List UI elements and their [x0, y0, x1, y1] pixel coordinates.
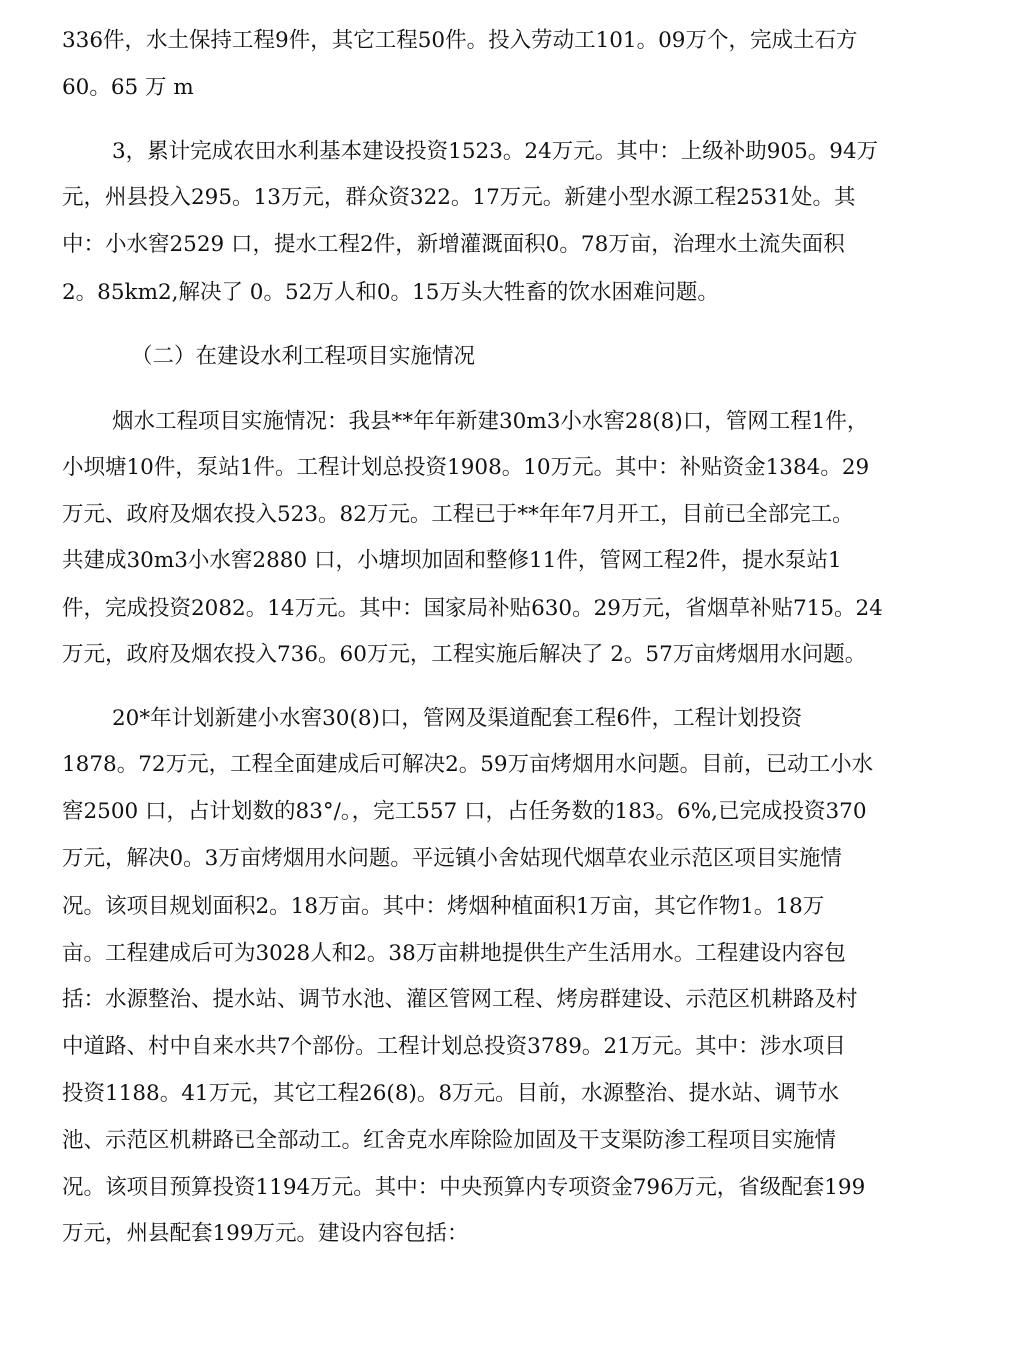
text-line: 小坝塘10件，泵站1件。工程计划总投资1908。10万元。其中：补贴资金1384。29 — [62, 455, 870, 480]
text-line: 20*年计划新建小水窖30(8)口，管网及渠道配套工程6件，工程计划投资 — [112, 706, 803, 731]
text-line: 2。85km2,解决了 0。52万人和0。15万头大牲畜的饮水困难问题。 — [62, 280, 719, 305]
text-line: 万元、政府及烟农投入523。82万元。工程已于**年年7月开工，目前已全部完工。 — [62, 502, 854, 527]
text-line: 投资1188。41万元，其它工程26(8)。8万元。目前，水源整治、提水站、调节水 — [62, 1081, 840, 1106]
text-line: 中：小水窖2529 口，提水工程2件，新增灌溉面积0。78万亩，治理水土流失面积 — [62, 232, 845, 257]
text-line: 括：水源整治、提水站、调节水池、灌区管网工程、烤房群建设、示范区机耕路及村 — [62, 987, 858, 1012]
text-line: 况。该项目规划面积2。18万亩。其中：烤烟种植面积1万亩，其它作物1。18万 — [62, 894, 825, 919]
text-line: 60。65 万 m — [62, 75, 194, 100]
text-line: 烟水工程项目实施情况：我县**年年新建30m3小水窖28(8)口，管网工程1件， — [112, 409, 869, 434]
text-line: 1878。72万元，工程全面建成后可解决2。59万亩烤烟用水问题。目前，已动工小水 — [62, 752, 874, 777]
section-heading: （二）在建设水利工程项目实施情况 — [131, 344, 476, 369]
text-line: 万元，州县配套199万元。建设内容包括： — [62, 1221, 469, 1246]
text-line: 336件，水土保持工程9件，其它工程50件。投入劳动工101。09万个，完成土石方 — [62, 28, 858, 53]
text-line: 3，累计完成农田水利基本建设投资1523。24万元。其中：上级补助905。94万 — [112, 139, 879, 164]
text-line: 中道路、村中自来水共7个部份。工程计划总投资3789。21万元。其中：涉水项目 — [62, 1034, 846, 1059]
text-line: 元，州县投入295。13万元，群众资322。17万元。新建小型水源工程2531处。其 — [62, 185, 856, 210]
text-line: 件，完成投资2082。14万元。其中：国家局补贴630。29万元，省烟草补贴715。24 — [62, 596, 883, 621]
text-line: 共建成30m3小水窖2880 口，小塘坝加固和整修11件，管网工程2件，提水泵站1 — [62, 548, 842, 573]
text-line: 况。该项目预算投资1194万元。其中：中央预算内专项资金796万元，省级配套199 — [62, 1175, 866, 1200]
text-line: 池、示范区机耕路已全部动工。红舍克水库除险加固及干支渠防渗工程项目实施情 — [62, 1128, 837, 1153]
text-line: 亩。工程建成后可为3028人和2。38万亩耕地提供生产生活用水。工程建设内容包 — [62, 941, 846, 966]
text-line: 万元，政府及烟农投入736。60万元，工程实施后解决了 2。57万亩烤烟用水问题。 — [62, 642, 867, 667]
text-line: 窖2500 口，占计划数的83°/。，完工557 口，占任务数的183。6%,已完成投资370 — [62, 799, 867, 824]
text-line: 万元，解决0。3万亩烤烟用水问题。平远镇小舍姑现代烟草农业示范区项目实施情 — [62, 846, 842, 871]
